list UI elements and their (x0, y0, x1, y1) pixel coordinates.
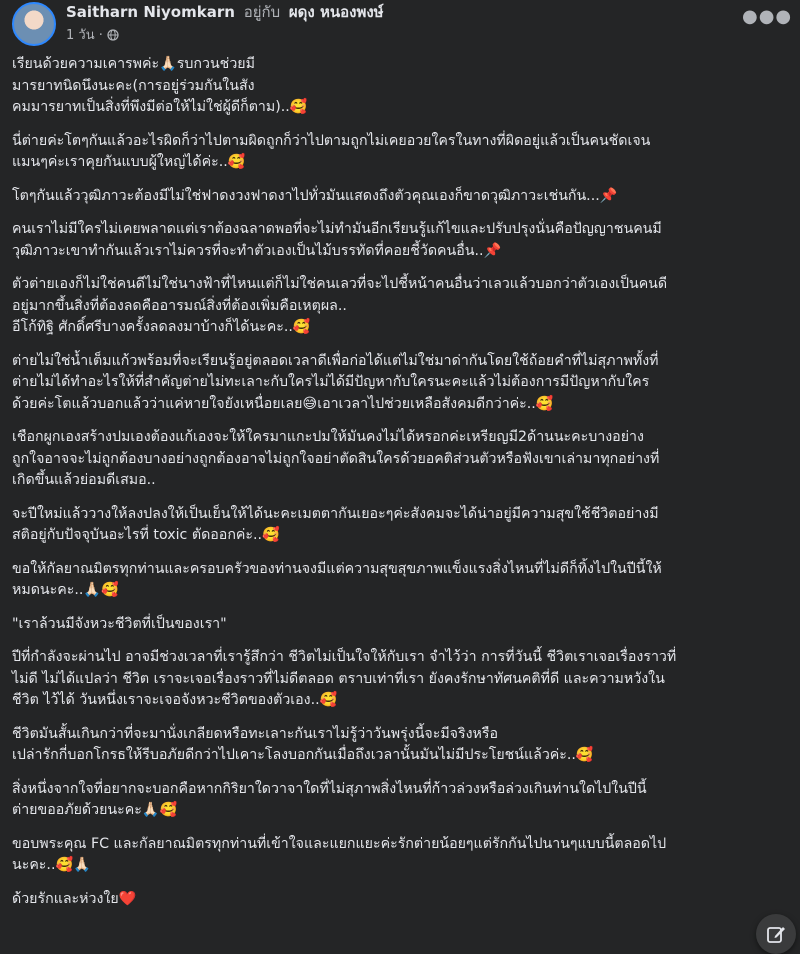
post-meta (66, 24, 119, 45)
author-line (66, 0, 384, 24)
more-horizontal-icon[interactable]: ●●● (742, 6, 793, 27)
timestamp[interactable]: 1 วัน · (66, 28, 103, 43)
post-paragraph: เรียนด้วยความเคารพค่ะ🙏🏻รบกวนช่วยมี มารยาทนิดนึงนะคะ(การอยู่ร่วมกันในสัง คมมารยาทเป็นสิ่งที่พึงมีต่อให้ไม่ใช่ผู้ดีก็ตาม)..🥰 (12, 56, 308, 115)
post-paragraph: ต่ายไม่ใช่น้ำเต็มแก้วพร้อมที่จะเรียนรู้อยู่ตลอดเวลาดีเพื่อก่อได้แต่ไม่ใช่มาด่ากันโดยใช้ถ้อยคำที่ไม่สุภาพทั้งที่ ต่ายไม่ได้ทำอะไรให้ที่สำคัญต่ายไม่ทะเลาะกับใครไม่ได้มีปัญหากับใครนะคะแล้วไม่ต้องการมีปัญหากับใคร ด้วยค่ะโตแล้วบอกแล้วว่าแค่หายใจยังเหนื่อยเลย😅เอาเวลาไปช่วยเหลือสังคมดีกว่าค่ะ..🥰 (12, 352, 659, 412)
post-paragraph: โตๆกันแล้ววุฒิภาวะต้องมีไม่ใช่ฟาดงวงฟาดงาไปทั่วมันแสดงถึงตัวคุณเองก็ขาดวุฒิภาวะเช่นกัน...📌 (12, 187, 618, 204)
post-paragraph: "เราล้วนมีจังหวะชีวิตที่เป็นของเรา" (12, 615, 227, 632)
edit-compose-icon[interactable] (756, 914, 796, 954)
post-paragraph: ขอบพระคุณ FC และกัลยาณมิตรทุกท่านที่เข้าใจและแยกแยะค่ะรักต่ายน้อยๆแต่รักกันไปนานๆแบบนี้ตลอดไป นะคะ..🥰🙏🏻 (12, 835, 667, 873)
post-paragraph: จะปีใหม่แล้ววางให้ลงปลงให้เป็นเย็นให้ได้นะคะเมตตากันเยอะๆค่ะสังคมจะได้น่าอยู่มีความสุขใช้ชีวิตอย่างมี สติอยู่กับปัจจุบันอะไรที่ toxic ตัดออกค่ะ..🥰 (12, 505, 659, 543)
avatar[interactable] (12, 2, 56, 46)
post-paragraph: ด้วยรักและห่วงใย❤️ (12, 890, 137, 907)
author-name[interactable]: Saitharn Niyomkarn (66, 3, 235, 21)
post-paragraph: ชีวิตมันสั้นเกินกว่าที่จะมานั่งเกลียดหรือทะเลาะกันเราไม่รู้ว่าวันพรุ่งนี้จะมีจริงหรือ เปล่ารักกี่บอกโกรธให้รีบอภัยดีกว่าไปเคาะโลงบอกกันเมื่อถึงเวลานั้นมันไม่มีประโยชน์แล้วค่ะ..🥰 (12, 725, 594, 763)
post-paragraph: สิ่งหนึ่งจากใจที่อยากจะบอกคือหากกิริยาใดวาจาใดที่ไม่สุภาพสิ่งไหนที่ก้าวล่วงหรือล่วงเกินท่านใดไปในปีนี้ ต่ายขออภัยด้วยนะคะ🙏🏻🥰 (12, 780, 647, 818)
post-paragraph: ขอให้กัลยาณมิตรทุกท่านและครอบครัวของท่านจงมีแต่ความสุขสุขภาพแข็งแรงสิ่งไหนที่ไม่ดีก็ทิ้งไปในปีนี้ให้ หมดนะคะ..🙏🏻🥰 (12, 560, 662, 598)
post-paragraph: คนเราไม่มีใครไม่เคยพลาดแต่เราต้องฉลาดพอที่จะไม่ทำมันอีกเรียนรู้แก้ไขและปรับปรุงนั่นคือปัญญาชนคนมี วุฒิภาวะเขาทำกันแล้วเราไม่ควรที่จะทำตัวเองเป็นไม้บรรทัดที่คอยชี้วัดคนอื่น..📌 (12, 221, 662, 259)
globe-icon (107, 29, 119, 41)
post-header (0, 0, 800, 52)
post-paragraph: นี่ต่ายค่ะโตๆกันแล้วอะไรผิดก็ว่าไปตามผิดถูกก็ว่าไปตามถูกไม่เคยอวยใครในทางที่ผิดอยู่แล้วเป็นคนชัดเจน แมนๆค่ะเราคุยกันแบบผู้ใหญ่ได้ค่ะ..🥰 (12, 132, 651, 170)
post-text (12, 54, 788, 910)
post-paragraph: ตัวต่ายเองก็ไม่ใช่คนดีไม่ใช่นางฟ้าที่ไหนแต่ก็ไม่ใช่คนเลวที่จะไปชี้หน้าคนอื่นว่าเลวแล้วบอกว่าตัวเองเป็นคนดี อยู่มากขึ้นสิ่งที่ต้องลดคืออารมณ์สิ่งที่ต้องเพิ่มคือเหตุผล.. อีโก้ทิฐิ ศักดิ์ศรีบางครั้งลดลงมาบ้างก็ได้นะคะ..🥰 (12, 276, 668, 335)
post-paragraph: ปีที่กำลังจะผ่านไป อาจมีช่วงเวลาที่เรารู้สึกว่า ชีวิตไม่เป็นใจให้กับเรา จำไว้ว่า การที่วันนี้ ชีวิตเราเจอเรื่องราวที่ ไม่ดี ไม่ได้แปลว่า ชีวิต เราจะเจอเรื่องราวที่ไม่ดีตลอด ตราบเท่าที่เรา ยังคงรักษาทัศนคติที่ดี และความหวังใน ชีวิต ไว้ได้ วันหนึ่งเราจะเจอจังหวะชีวิตของตัวเอง..🥰 (12, 649, 677, 708)
post-paragraph: เชือกผูกเองสร้างปมเองต้องแก้เองจะให้ใครมาแกะปมให้มันคงไม่ได้หรอกค่ะเหรียญมี2ด้านนะคะบางอย่าง ถูกใจอาจจะไม่ถูกต้องบางอย่างถูกต้องอาจไม่ถูกใจอย่าตัดสินใครด้วยอคติส่วนตัวหรือฟังเขาเล่ามาทุกอย่างที่ เกิดขึ้นแล้วย่อมดีเสมอ.. (12, 429, 660, 488)
with-text: อยู่กับ (243, 3, 281, 21)
tagged-person-name[interactable]: ผดุง หนองพงษ์ (288, 3, 384, 21)
